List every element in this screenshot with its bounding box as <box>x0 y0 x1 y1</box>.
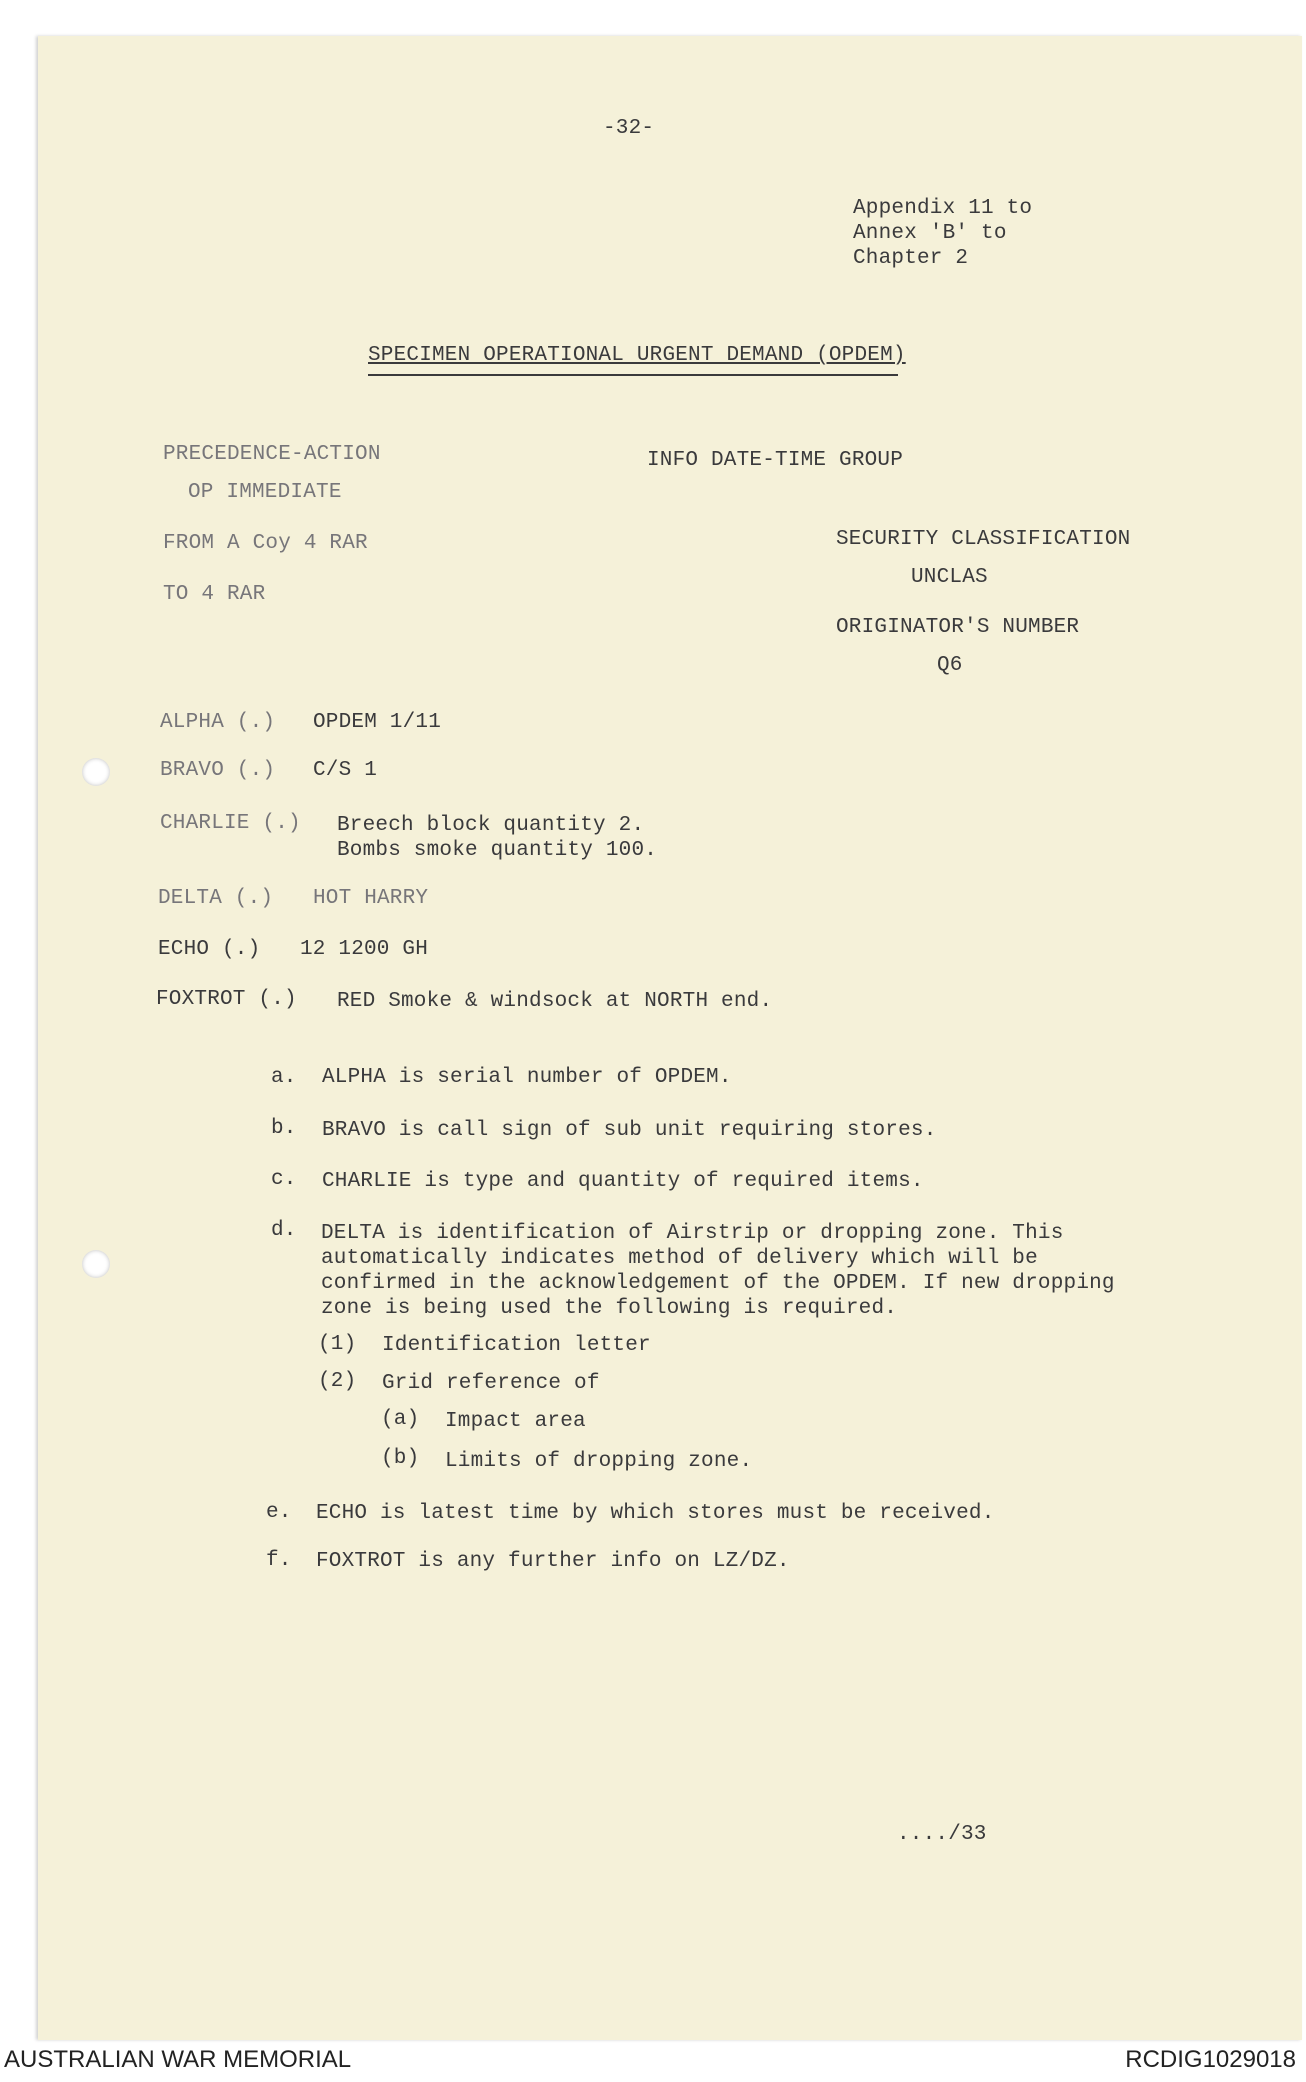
note-b-letter: b. <box>271 1117 297 1140</box>
document-title: SPECIMEN OPERATIONAL URGENT DEMAND (OPDEM) <box>368 344 906 367</box>
note-a-text: ALPHA is serial number of OPDEM. <box>322 1066 732 1089</box>
message-echo-label: ECHO (.) <box>158 938 261 961</box>
message-alpha-text: OPDEM 1/11 <box>313 711 442 734</box>
appendix-line-2: Annex 'B' to <box>853 222 1007 245</box>
message-foxtrot-text: RED Smoke & windsock at NORTH end. <box>337 990 773 1013</box>
message-delta-label: DELTA (.) <box>158 887 274 910</box>
document-page <box>38 36 1302 2040</box>
note-d-line-1: DELTA is identification of Airstrip or dropping zone. This <box>321 1222 1064 1245</box>
note-d-subsub-a-num: (a) <box>381 1408 420 1431</box>
message-delta-text: HOT HARRY <box>313 887 429 910</box>
note-d-line-2: automatically indicates method of delivery which will be <box>321 1247 1038 1270</box>
note-c-letter: c. <box>271 1168 297 1191</box>
info-dtg: INFO DATE-TIME GROUP <box>647 449 904 472</box>
note-d-line-4: zone is being used the following is required. <box>321 1297 898 1320</box>
note-f-letter: f. <box>266 1549 292 1572</box>
note-a-letter: a. <box>271 1066 297 1089</box>
precedence-value: OP IMMEDIATE <box>188 481 342 504</box>
footer-institution: AUSTRALIAN WAR MEMORIAL <box>4 2046 352 2073</box>
message-charlie-text: Breech block quantity 2. <box>337 814 645 837</box>
note-c-text: CHARLIE is type and quantity of required items. <box>322 1170 924 1193</box>
note-e-text: ECHO is latest time by which stores must be received. <box>316 1502 995 1525</box>
continuation-marker: ..../33 <box>897 1823 987 1846</box>
message-alpha-label: ALPHA (.) <box>160 711 276 734</box>
message-bravo-label: BRAVO (.) <box>160 759 276 782</box>
title-double-underline <box>368 374 898 376</box>
security-label: SECURITY CLASSIFICATION <box>836 528 1131 551</box>
security-value: UNCLAS <box>911 566 988 589</box>
originator-value: Q6 <box>937 654 963 677</box>
note-d-sub-2-text: Grid reference of <box>382 1372 600 1395</box>
precedence-label: PRECEDENCE-ACTION <box>163 443 381 466</box>
originator-label: ORIGINATOR'S NUMBER <box>836 616 1080 639</box>
footer-record-id: RCDIG1029018 <box>1125 2046 1296 2073</box>
note-b-text: BRAVO is call sign of sub unit requiring stores. <box>322 1119 937 1142</box>
note-d-subsub-b-text: Limits of dropping zone. <box>445 1450 753 1473</box>
note-d-sub-1-text: Identification letter <box>382 1334 651 1357</box>
to-line: TO 4 RAR <box>163 583 266 606</box>
appendix-line-1: Appendix 11 to <box>853 197 1033 220</box>
message-charlie-label: CHARLIE (.) <box>160 812 301 835</box>
message-echo-text: 12 1200 GH <box>300 938 429 961</box>
note-d-sub-2-num: (2) <box>318 1370 357 1393</box>
appendix-line-3: Chapter 2 <box>853 247 969 270</box>
note-f-text: FOXTROT is any further info on LZ/DZ. <box>316 1550 790 1573</box>
from-line: FROM A Coy 4 RAR <box>163 532 368 555</box>
message-bravo-text: C/S 1 <box>313 759 378 782</box>
punch-hole-top <box>82 758 110 786</box>
punch-hole-bottom <box>82 1250 110 1278</box>
note-d-subsub-b-num: (b) <box>381 1447 420 1470</box>
message-foxtrot-label: FOXTROT (.) <box>156 988 297 1011</box>
note-d-letter: d. <box>271 1219 297 1242</box>
note-e-letter: e. <box>266 1501 292 1524</box>
note-d-subsub-a-text: Impact area <box>445 1410 586 1433</box>
message-charlie-text-2: Bombs smoke quantity 100. <box>337 839 658 862</box>
page-number: -32- <box>603 117 655 140</box>
note-d-sub-1-num: (1) <box>318 1333 357 1356</box>
note-d-line-3: confirmed in the acknowledgement of the OPDEM. If new dropping <box>321 1272 1115 1295</box>
